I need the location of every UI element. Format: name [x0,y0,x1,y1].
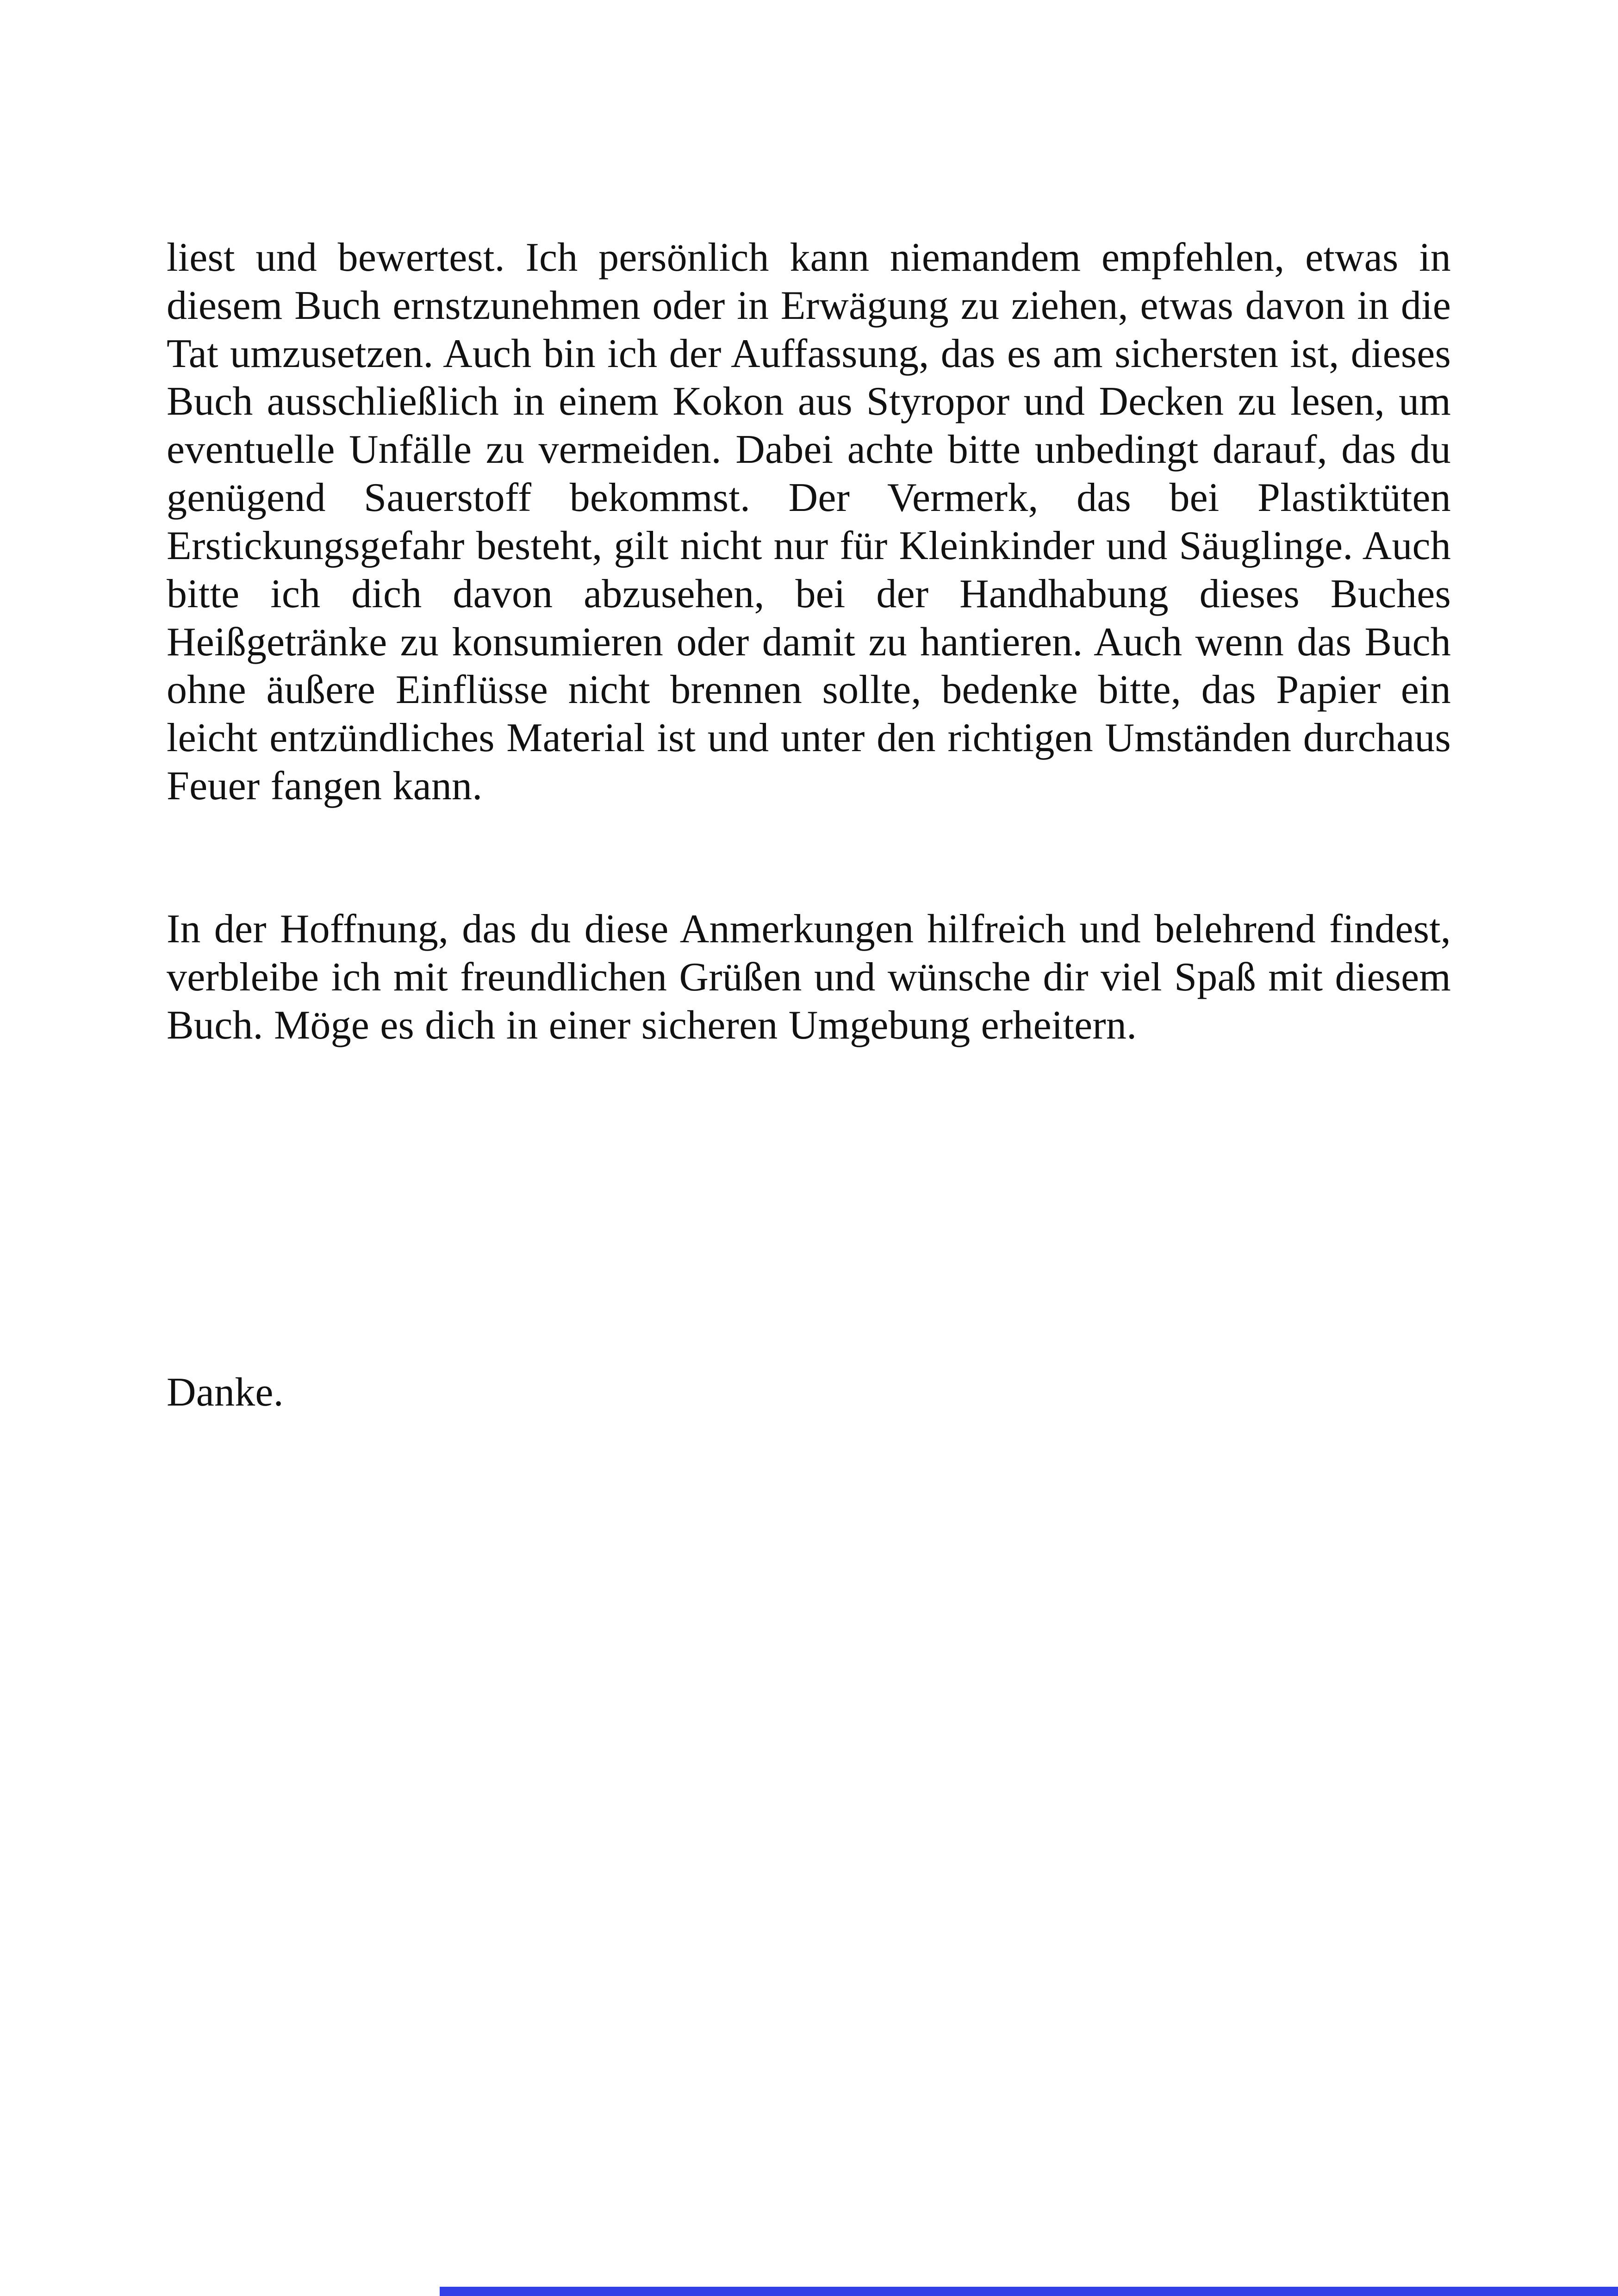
body-text [167,234,1451,1417]
paragraph-1: liest und bewertest. Ich persönlich kann niemandem empfehlen, etwas in diesem Buch ernstzunehmen oder in Erwägung zu ziehen, etwas davon in die Tat umzusetzen. Auch bin ich der Auffassung, das es am sichersten ist, dieses Buch ausschließlich in einem Kokon aus Styropor und Decken zu lesen, um eventuelle Unfälle zu vermeiden. Dabei achte bitte unbedingt darauf, das du genügend Sauerstoff bekommst. Der Vermerk, das bei Plastiktüten Erstickungsgefahr besteht, gilt nicht nur für Kleinkinder und Säuglinge. Auch bitte ich dich davon abzusehen, bei der Handhabung dieses Buches Heißgetränke zu konsumieren oder damit zu hantieren. Auch wenn das Buch ohne äußere Einflüsse nicht brennen sollte, bedenke bitte, das Papier ein leicht entzündliches Material ist und unter den richtigen Umständen durchaus Feuer fangen kann. [167,235,1451,809]
bottom-blue-bar [440,2287,1618,2296]
closing-line: Danke. [167,1370,284,1415]
paragraph-2: In der Hoffnung, das du diese Anmerkungen hilfreich und belehrend findest, verbleibe ich mit freundlichen Grüßen und wünsche dir viel Spaß mit diesem Buch. Möge es dich in einer sicheren Umgebung erheitern. [167,906,1451,1048]
